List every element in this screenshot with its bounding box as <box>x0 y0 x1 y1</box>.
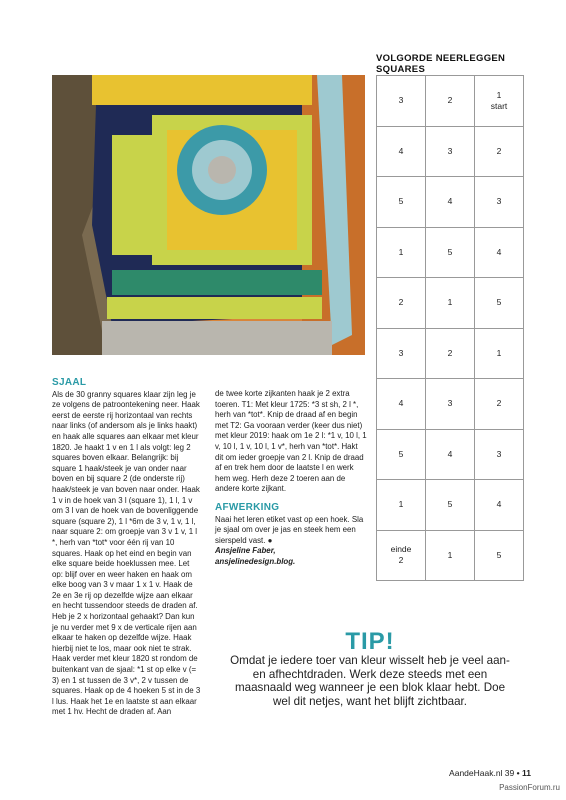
grid-row <box>377 429 524 480</box>
grid-cell-number: 3 <box>447 145 453 156</box>
grid-cell <box>426 177 475 228</box>
grid-cell <box>475 530 524 581</box>
grid-cell-number: 3 <box>447 398 453 409</box>
grid-cell <box>426 530 475 581</box>
grid-cell <box>475 480 524 531</box>
grid-cell-number: 3 <box>398 347 404 358</box>
grid-cell <box>377 379 426 430</box>
grid-cell-number: 5 <box>398 196 404 207</box>
grid-row <box>377 227 524 278</box>
grid-cell-number: 3 <box>496 196 502 207</box>
tip-text: Omdat je iedere toer van kleur wisselt heb je veel aan- en afhechtdraden. Werk deze steeds met een maasnaald weg wanneer je een blok klaar hebt. Doe wel dit netjes, want het blijft zichtbaar. <box>230 654 510 708</box>
grid-cell-number: 4 <box>496 246 502 257</box>
grid-row <box>377 530 524 581</box>
magazine-name: AandeHaak.nl 39 <box>449 768 515 778</box>
sjaal-column-1 <box>52 378 202 718</box>
grid-cell <box>426 480 475 531</box>
grid-cell <box>475 76 524 127</box>
credit-site: ansjelinedesign.blog. <box>215 556 296 566</box>
afwerking-heading: AFWERKING <box>215 501 280 513</box>
grid-row <box>377 379 524 430</box>
page-number: 11 <box>522 768 531 778</box>
grid-row <box>377 480 524 531</box>
grid-cell-number: 5 <box>447 246 453 257</box>
grid-cell <box>377 480 426 531</box>
grid-cell-number: 1 <box>398 499 404 510</box>
grid-row <box>377 76 524 127</box>
grid-end-label: einde <box>390 544 412 555</box>
grid-cell-number: 1 <box>447 297 453 308</box>
grid-cell-number: 4 <box>398 398 404 409</box>
grid-cell <box>377 76 426 127</box>
grid-cell <box>475 126 524 177</box>
grid-cell-number: 4 <box>398 145 404 156</box>
credit-name: Ansjeline Faber, <box>215 546 276 556</box>
grid-row <box>377 278 524 329</box>
watermark: PassionForum.ru <box>499 783 560 792</box>
grid-cell <box>377 278 426 329</box>
grid-row <box>377 328 524 379</box>
grid-cell-number: 1 <box>496 347 502 358</box>
grid-cell-number: 2 <box>398 555 404 566</box>
sjaal-heading: SJAAL <box>52 377 87 388</box>
page-footer <box>449 768 531 778</box>
grid-cell-number: 1 <box>447 549 453 560</box>
grid-cell <box>377 227 426 278</box>
grid-cell <box>475 429 524 480</box>
squares-layout-grid <box>376 75 524 581</box>
grid-cell-number: 2 <box>496 398 502 409</box>
grid-cell <box>426 126 475 177</box>
grid-cell-number: 1 <box>496 89 502 100</box>
footer-bullet: • <box>516 768 520 778</box>
grid-cell-number: 2 <box>447 347 453 358</box>
grid-cell-number: 2 <box>447 95 453 106</box>
afwerking-text: Naai het leren etiket vast op een hoek. Sla je sjaal om over je jas en steek hem een sierspeld vast. ● <box>215 514 364 545</box>
grid-cell <box>475 177 524 228</box>
grid-cell-number: 5 <box>398 448 404 459</box>
grid-row <box>377 126 524 177</box>
sjaal-instructions-part-1: Als de 30 granny squares klaar zijn leg je ze volgens de patroontekening neer. Haak eerst de eerste rij horizontaal van rechts naar links (of andersom als je links haakt) en haak alle squares aan elkaar met kleur 1820. Je haakt 1 v en 1 l als volgt: leg 2 squares boven elkaar. Belangrijk: bij square 1 haak/steek je van onder naar boven en bij square 2 (de onderste rij) haak/steek je van boven naar onder. Haak 1 v in de hoek van 3 l (square 1), 1 l, 1 v om 3 l van de hoek van de bovenliggende square (square 2), 1 l *6m de 3 v, 1 v, 1 l, naar square 2: om groepje van 3 v 1 v, 1 l *, herh van *tot* voor één rij van 10 squares. Haak op het eind en begin van elke square beide hoeklussen mee. Let op: blijf over en weer haken en haak om elke boog van 3 v maar 1 x 1 v. Haak de 2e en 3e rij op dezelfde wijze aan elkaar en hecht tussendoor steeds de draden af. Heb je 2 x horizontaal gehaakt? Dan kun je nu verder met 9 x de verticale rijen aan elkaar te haken op dezelfde wijze. Haak hierbij niet te los, maar ook niet te strak. Haak verder met kleur 1820 st rondom de buitenkant van de sjaal: *1 st op elke v (= 3) en 1 st tussen de 3 v*, 2 v tussen de squares. Haak op de 4 hoeken 5 st in de 3 l lus. Haak het 1e en laatste st aan elkaar met 1 hv. Hecht de draden af. Aan <box>52 389 201 717</box>
grid-row <box>377 177 524 228</box>
grid-cell <box>377 429 426 480</box>
crochet-scarf-illustration <box>52 75 365 355</box>
grid-cell <box>377 530 426 581</box>
grid-cell-number: 5 <box>496 297 502 308</box>
grid-title: VOLGORDE NEERLEGGEN SQUARES <box>376 53 506 75</box>
sjaal-instructions-part-2: de twee korte zijkanten haak je 2 extra toeren. T1: Met kleur 1725: *3 st sh, 2 l *, herh van *tot*. Knip de draad af en begin met T2: Ga vooraan verder (keer dus niet) met kleur 2019: haak om 1e 2 l: *1 v, 10 l, 1 v, 10 l, 1 v, 10 l, 1 v*, herh van *tot*. Hakt dit om ieder groepje van 2 l. Knip de draad af en trek hem door de laatste l en werk hem weg. Herh deze 2 toeren aan de andere korte zijkant. <box>215 389 367 494</box>
grid-cell-number: 5 <box>447 499 453 510</box>
grid-cell <box>475 278 524 329</box>
sjaal-column-2 <box>215 389 367 568</box>
grid-cell-number: 3 <box>496 448 502 459</box>
grid-cell-number: 1 <box>398 246 404 257</box>
grid-cell-number: 2 <box>496 145 502 156</box>
crochet-scarf-photo <box>52 75 365 355</box>
grid-cell <box>426 278 475 329</box>
grid-cell <box>377 126 426 177</box>
grid-cell <box>426 227 475 278</box>
grid-cell-number: 5 <box>496 549 502 560</box>
grid-cell <box>475 328 524 379</box>
grid-cell <box>475 379 524 430</box>
grid-cell <box>377 328 426 379</box>
grid-cell <box>426 328 475 379</box>
grid-cell-number: 3 <box>398 95 404 106</box>
grid-cell <box>377 177 426 228</box>
grid-cell-number: 4 <box>447 448 453 459</box>
grid-cell-number: 4 <box>496 499 502 510</box>
grid-cell-number: 2 <box>398 297 404 308</box>
grid-cell <box>426 76 475 127</box>
grid-cell <box>426 379 475 430</box>
tip-title: TIP! <box>345 628 395 655</box>
grid-cell <box>475 227 524 278</box>
grid-start-label: start <box>490 100 508 111</box>
grid-cell <box>426 429 475 480</box>
grid-cell-number: 4 <box>447 196 453 207</box>
